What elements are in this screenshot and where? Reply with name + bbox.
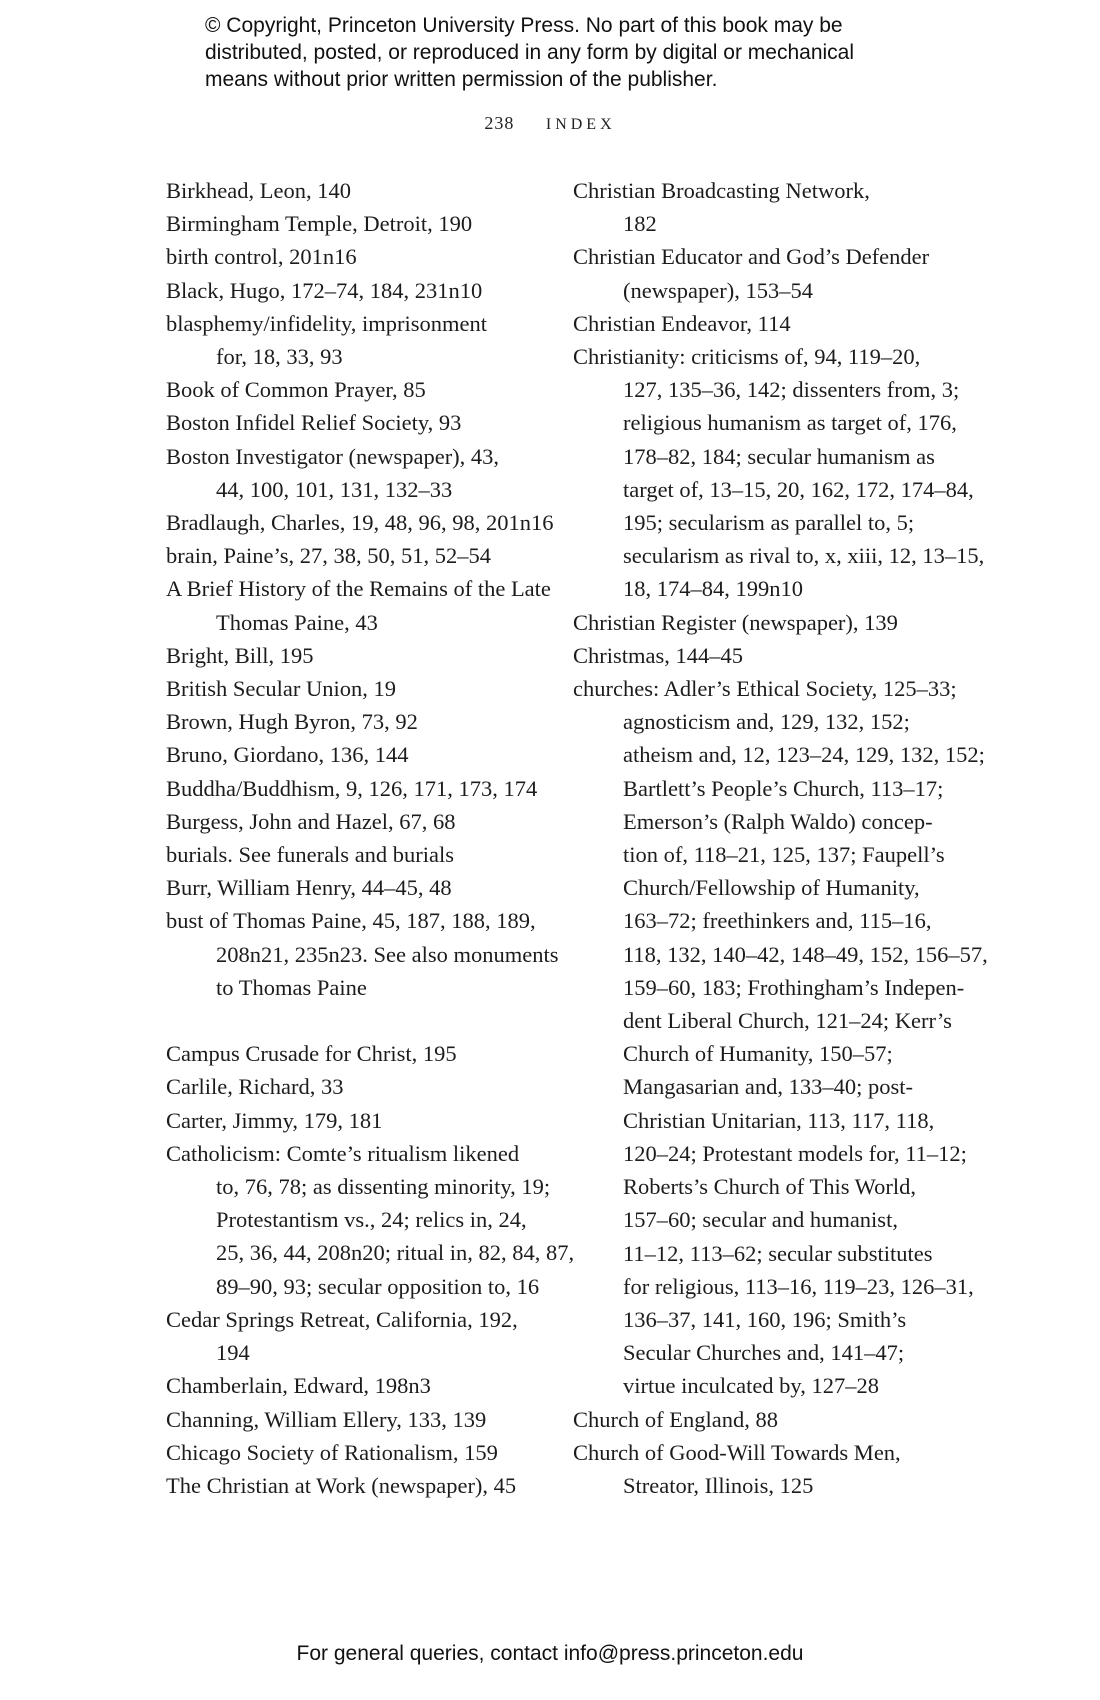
copyright-notice [205, 12, 965, 93]
index-entry-line: Christian Register (newspaper), 139 [573, 609, 898, 635]
index-entry-line: secularism as rival to, x, xiii, 12, 13–15, [623, 543, 985, 569]
index-entry-line: Chicago Society of Rationalism, 159 [166, 1439, 498, 1465]
index-entry [166, 838, 536, 871]
index-entry-line: for, 18, 33, 93 [216, 344, 343, 370]
index-entry-line: brain, Paine’s, 27, 38, 50, 51, 52–54 [166, 543, 491, 569]
copyright-line: means without prior written permission of the publisher. [205, 68, 718, 91]
index-entry-line: British Secular Union, 19 [166, 676, 396, 702]
index-entry [166, 1403, 536, 1436]
index-entry-line: Christian Unitarian, 113, 117, 118, [623, 1107, 935, 1133]
index-entry-line: 118, 132, 140–42, 148–49, 152, 156–57, [623, 941, 988, 967]
index-entry-line: Protestantism vs., 24; relics in, 24, [216, 1207, 527, 1233]
index-entry-line: blasphemy/infidelity, imprisonment [166, 310, 487, 336]
index-entry-line: atheism and, 12, 123–24, 129, 132, 152; [623, 742, 985, 768]
running-head [0, 113, 1100, 134]
index-entry [166, 1070, 536, 1103]
index-entry [166, 307, 536, 373]
index-entry-line: Brown, Hugh Byron, 73, 92 [166, 709, 418, 735]
index-entry-line: Thomas Paine, 43 [216, 609, 378, 635]
index-entry-line: burials. See funerals and burials [166, 842, 455, 868]
index-entry-line: 120–24; Protestant models for, 11–12; [623, 1140, 967, 1166]
index-entry-line: 18, 174–84, 199n10 [623, 576, 803, 602]
index-entry-line: to, 76, 78; as dissenting minority, 19; [216, 1174, 551, 1200]
footer-contact: For general queries, contact info@press.princeton.edu [296, 1642, 804, 1665]
page-number: 238 [484, 113, 515, 133]
index-entry-line: agnosticism and, 129, 132, 152; [623, 709, 910, 735]
index-entry [166, 1104, 536, 1137]
index-entry-line: Christian Endeavor, 114 [573, 310, 791, 336]
index-entry [166, 240, 536, 273]
index-entry-line: Secular Churches and, 141–47; [623, 1340, 905, 1366]
copyright-line: distributed, posted, or reproduced in any form by digital or mechanical [205, 41, 855, 64]
index-entry-line: 194 [216, 1340, 250, 1366]
index-entry-line: The Christian at Work (newspaper), 45 [166, 1472, 517, 1498]
index-entry-line: Buddha/Buddhism, 9, 126, 171, 173, 174 [166, 775, 538, 801]
index-entry [166, 805, 536, 838]
index-column-left [166, 174, 575, 1502]
index-entry [166, 539, 536, 572]
index-entry-line: 195; secularism as parallel to, 5; [623, 510, 915, 536]
index-entry [166, 705, 536, 738]
index-entry-line: Birmingham Temple, Detroit, 190 [166, 211, 473, 237]
index-entry-line: Bright, Bill, 195 [166, 642, 314, 668]
index-entry-line: Roberts’s Church of This World, [623, 1174, 916, 1200]
index-entry-line: Church of England, 88 [573, 1406, 778, 1432]
index-entry-line: 178–82, 184; secular humanism as [623, 443, 935, 469]
index-entry-line: Carter, Jimmy, 179, 181 [166, 1107, 383, 1133]
index-entry-line: Bartlett’s People’s Church, 113–17; [623, 775, 944, 801]
index-entry [166, 904, 559, 1004]
index-entry-line: Christian Broadcasting Network, [573, 178, 870, 203]
index-entry [166, 1469, 536, 1502]
index-entry-line: for religious, 113–16, 119–23, 126–31, [623, 1273, 974, 1299]
index-entry [166, 1137, 575, 1303]
index-entry-line: dent Liberal Church, 121–24; Kerr’s [623, 1008, 952, 1034]
index-entry [166, 506, 554, 539]
index-entry [166, 672, 536, 705]
index-entry-line: Church/Fellowship of Humanity, [623, 875, 920, 901]
index-entry-line: Christian Educator and God’s Defender [573, 244, 930, 270]
index-entry [573, 1436, 943, 1502]
index-entry [166, 738, 536, 771]
index-entry-line: Church of Humanity, 150–57; [623, 1041, 893, 1067]
index-entry-line: bust of Thomas Paine, 45, 187, 188, 189, [166, 908, 536, 934]
index-entry-line: Book of Common Prayer, 85 [166, 377, 426, 403]
index-entry-line: Bradlaugh, Charles, 19, 48, 96, 98, 201n16 [166, 510, 554, 536]
index-entry-line: religious humanism as target of, 176, [623, 410, 957, 436]
index-entry-line: Carlile, Richard, 33 [166, 1074, 344, 1100]
index-entry [573, 240, 943, 306]
index-entry [166, 1037, 536, 1070]
index-entry [166, 1436, 536, 1469]
index-entry [573, 672, 988, 1402]
index-entry-line: Bruno, Giordano, 136, 144 [166, 742, 409, 768]
index-entry [166, 871, 536, 904]
index-entry [573, 606, 943, 639]
index-entry-line: Birkhead, Leon, 140 [166, 178, 351, 203]
copyright-line: © Copyright, Princeton University Press. No part of this book may be [205, 14, 843, 37]
index-entry [166, 572, 551, 638]
index-entry [166, 1369, 536, 1402]
index-entry [573, 639, 943, 672]
index-entry-line: 89–90, 93; secular opposition to, 16 [216, 1273, 540, 1299]
index-entry-line: target of, 13–15, 20, 162, 172, 174–84, [623, 476, 974, 502]
index-entry-line: 182 [623, 211, 657, 237]
index-entry-line: (newspaper), 153–54 [623, 277, 813, 303]
index-entry-line: 44, 100, 101, 131, 132–33 [216, 476, 453, 502]
index-entry [166, 772, 536, 805]
index-entry-line: 136–37, 141, 160, 196; Smith’s [623, 1306, 907, 1332]
index-entry-line: Boston Infidel Relief Society, 93 [166, 410, 462, 436]
index-entry-line: churches: Adler’s Ethical Society, 125–33; [573, 676, 957, 702]
index-entry-line: to Thomas Paine [216, 974, 367, 1000]
index-entry [166, 274, 536, 307]
index-entry-line: tion of, 118–21, 125, 137; Faupell’s [623, 842, 945, 868]
index-entry [166, 207, 536, 240]
index-entry [573, 340, 985, 606]
index-entry [573, 174, 943, 240]
index-entry-line: Channing, William Ellery, 133, 139 [166, 1406, 487, 1432]
index-entry-line: Church of Good-Will Towards Men, [573, 1439, 901, 1465]
index-entry-line: Catholicism: Comte’s ritualism likened [166, 1140, 520, 1166]
index-entry-line: birth control, 201n16 [166, 244, 357, 270]
index-entry-line: Mangasarian and, 133–40; post- [623, 1074, 913, 1100]
index-entry-line: Boston Investigator (newspaper), 43, [166, 443, 500, 469]
index-entry [166, 440, 536, 506]
index-entry-line: 11–12, 113–62; secular substitutes [623, 1240, 933, 1266]
index-entry-line: Cedar Springs Retreat, California, 192, [166, 1306, 518, 1332]
index-entry-line: 208n21, 235n23. See also monuments [216, 941, 559, 967]
index-entry [573, 1403, 943, 1436]
index-entry-line: Burr, William Henry, 44–45, 48 [166, 875, 452, 901]
index-entry [166, 406, 536, 439]
index-entry [166, 1303, 536, 1369]
index-entry-line: Campus Crusade for Christ, 195 [166, 1041, 457, 1067]
index-entry-line: 159–60, 183; Frothingham’s Indepen- [623, 974, 965, 1000]
index-entry-line: Chamberlain, Edward, 198n3 [166, 1373, 431, 1399]
index-entry-line: Christianity: criticisms of, 94, 119–20, [573, 344, 921, 370]
index-entry [166, 639, 536, 672]
index-entry-line: Burgess, John and Hazel, 67, 68 [166, 808, 456, 834]
index-entry-line: Black, Hugo, 172–74, 184, 231n10 [166, 277, 483, 303]
index-entry-line: A Brief History of the Remains of the Late [166, 576, 551, 602]
index-entry-line: 157–60; secular and humanist, [623, 1207, 898, 1233]
index-entry-line: Streator, Illinois, 125 [623, 1472, 814, 1498]
index-entry-line: 25, 36, 44, 208n20; ritual in, 82, 84, 87, [216, 1240, 575, 1266]
index-column-right [573, 174, 988, 1502]
index-entry-line: Emerson’s (Ralph Waldo) concep- [623, 808, 933, 834]
index-entry-line: 163–72; freethinkers and, 115–16, [623, 908, 932, 934]
index-entry [166, 373, 536, 406]
index-entry-line: 127, 135–36, 142; dissenters from, 3; [623, 377, 960, 403]
section-title: INDEX [545, 116, 616, 133]
index-entry-line: virtue inculcated by, 127–28 [623, 1373, 879, 1399]
index-entry [166, 174, 536, 207]
index-entry [573, 307, 943, 340]
index-entry-line: Christmas, 144–45 [573, 642, 744, 668]
